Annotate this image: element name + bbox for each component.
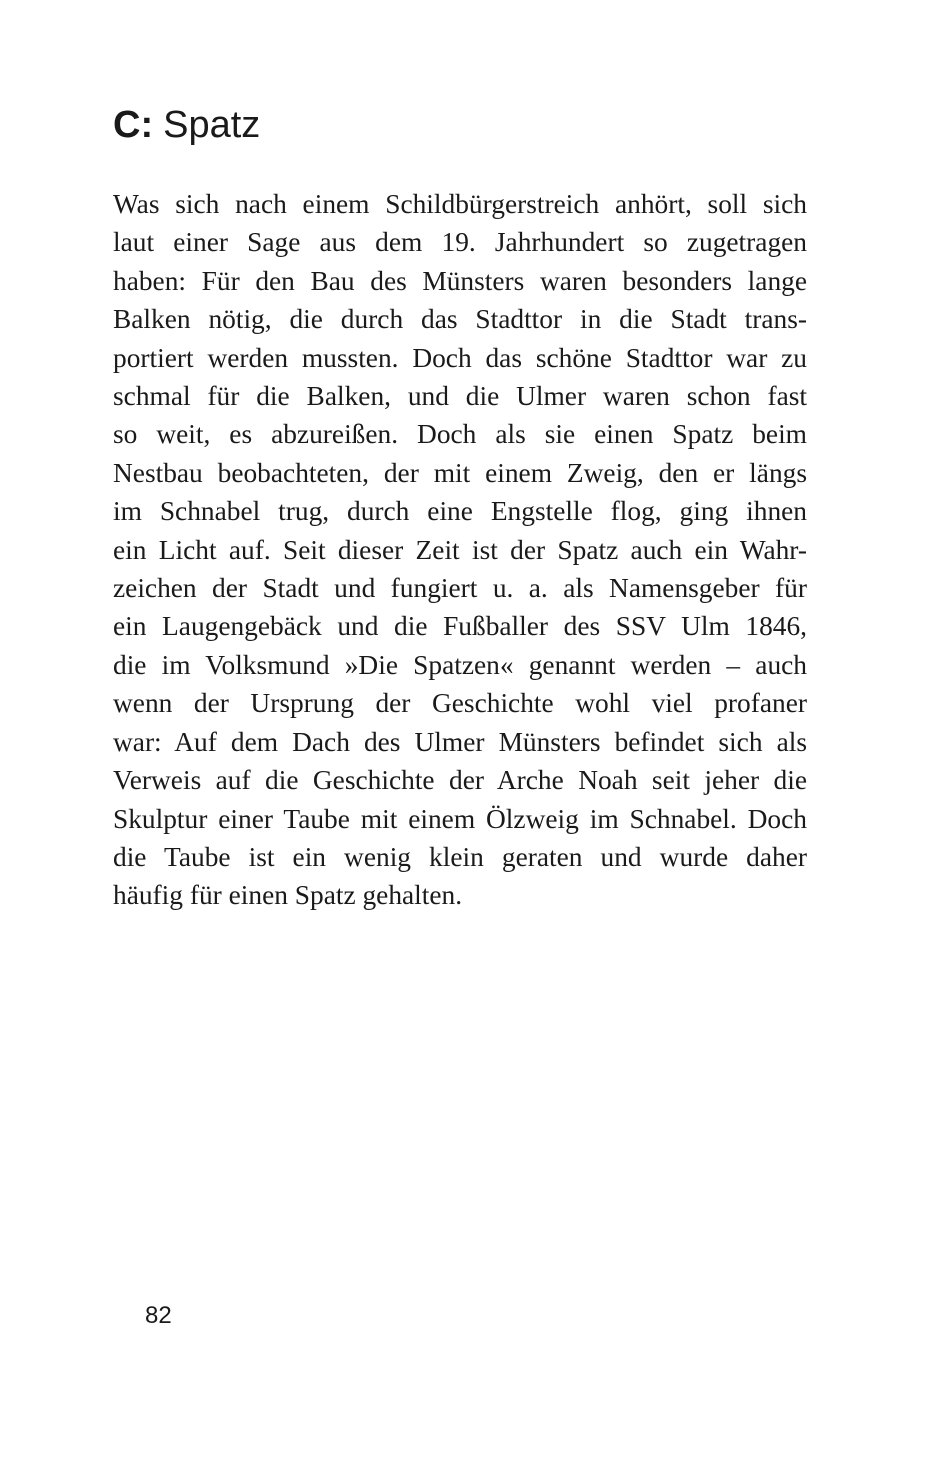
text-line: portiert werden mussten. Doch das schöne Stadttor war zu bbox=[113, 342, 807, 373]
text-line: häufig für einen Spatz gehalten. bbox=[113, 880, 463, 911]
text-line: Verweis auf die Geschichte der Arche Noah seit jeher die bbox=[113, 765, 807, 796]
text-line: ein Licht auf. Seit dieser Zeit ist der Spatz auch ein Wahr- bbox=[113, 534, 807, 565]
text-line: so weit, es abzureißen. Doch als sie einen Spatz beim bbox=[113, 419, 807, 450]
text-line: zeichen der Stadt und fungiert u. a. als Namensgeber für bbox=[113, 573, 807, 604]
text-line: wenn der Ursprung der Geschichte wohl viel profaner bbox=[113, 688, 807, 719]
text-line: die im Volksmund »Die Spatzen« genannt werden – auch bbox=[113, 649, 807, 680]
section-letter: C: bbox=[113, 104, 154, 146]
text-line: Nestbau beobachteten, der mit einem Zweig, den er längs bbox=[113, 457, 807, 488]
text-line: war: Auf dem Dach des Ulmer Münsters befindet sich als bbox=[113, 726, 807, 757]
page-number: 82 bbox=[145, 1302, 172, 1329]
section-title: Spatz bbox=[163, 104, 261, 146]
text-line: schmal für die Balken, und die Ulmer waren schon fast bbox=[113, 381, 807, 412]
text-line: die Taube ist ein wenig klein geraten und wurde daher bbox=[113, 841, 807, 872]
text-line: Skulptur einer Taube mit einem Ölzweig im Schnabel. Doch bbox=[113, 803, 807, 834]
text-line: haben: Für den Bau des Münsters waren besonders lange bbox=[113, 265, 807, 296]
body-paragraph bbox=[113, 185, 807, 915]
text-line: Balken nötig, die durch das Stadttor in die Stadt trans- bbox=[113, 304, 807, 335]
text-line: im Schnabel trug, durch eine Engstelle flog, ging ihnen bbox=[113, 496, 807, 527]
text-line: laut einer Sage aus dem 19. Jahrhundert so zugetragen bbox=[113, 227, 807, 258]
section-heading bbox=[113, 100, 260, 150]
text-line: ein Laugengebäck und die Fußballer des SSV Ulm 1846, bbox=[113, 611, 807, 642]
text-line: Was sich nach einem Schildbürgerstreich anhört, soll sich bbox=[113, 189, 807, 219]
